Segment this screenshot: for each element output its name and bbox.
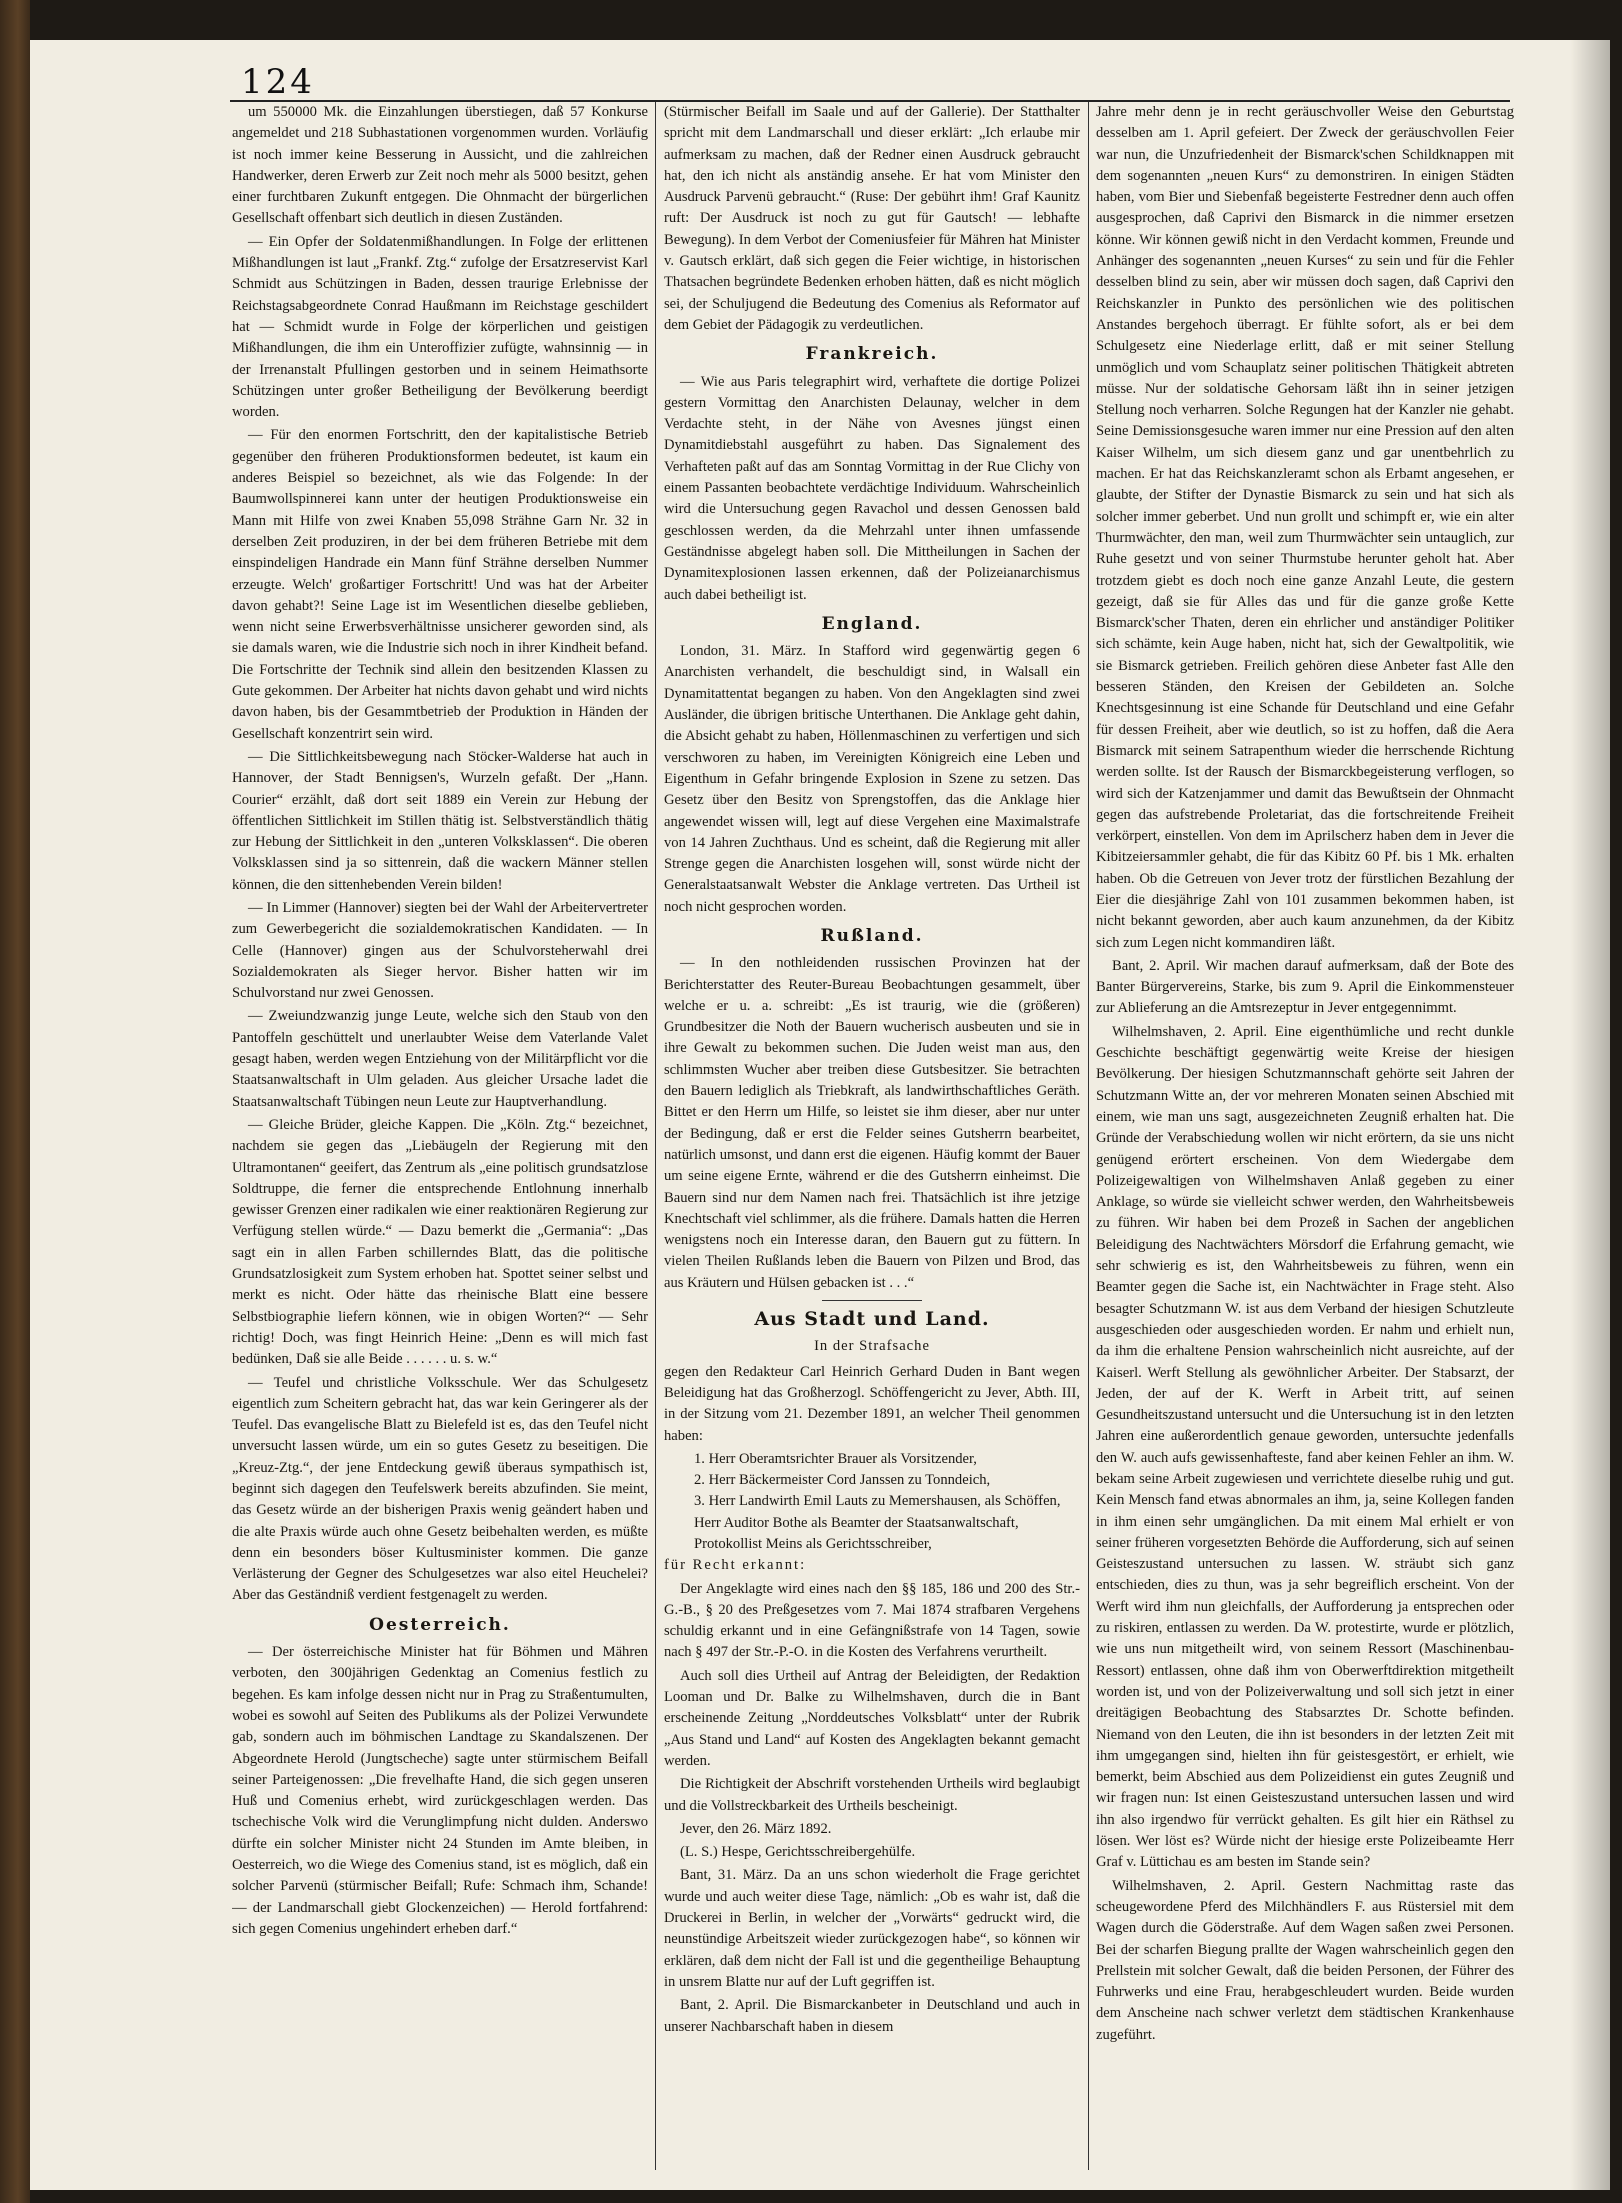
article-paragraph: Jahre mehr denn je in recht geräuschvoller Weise den Geburtstag desselben am 1. April gefeiert. Der Zweck der geräuschvollen Feier war nun, die Unzufriedenheit der Bismarck'schen Schildknappen mit dem sogenannten „neuen Kurs“ zu demonstriren. In einigen Städten haben, vom Bier und Siebenfaß begeisterte Festredner denn auch offen ausgesprochen, daß Caprivi den Bismarck in die nimmer ersetzen könne. Wir können gewiß nicht in den Verdacht kommen, Freunde und Anhänger des sogenannten „neuen Kurses“ zu sein und für die Fehler desselben blind zu sein, aber wir müssen doch sagen, daß Caprivi den Reichskanzler in Punkto des persönlichen wie des politischen Anstandes bergehoch überragt. Er fühlte sofort, als er bei dem Schulgesetz eine Niederlage erlitt, daß er mit seiner Stellung unmöglich und vom Schauplatz seiner politischen Thätigkeit abtreten müsse. Nur der soldatische Gehorsam läßt ihn in seiner jetzigen Stellung noch verharren. Solche Regungen hat der Kanzler nie gehabt. Seine Demissionsgesuche waren immer nur eine Pression auf den alten Kaiser Wilhelm, um sich diesem ganz und gar unentbehrlich zu machen. Er hat das Reichskanzleramt schon als Erbamt angesehen, er glaubte, der Stifter der Dynastie Bismarck zu sein und hat sich als solcher immer geberbet. Und nun grollt und schimpft er, wie ein alter Thurmwächter, den man, weil zum Thurmwächter sein untauglich, zur Ruhe gesetzt und von seiner Thurmstube herunter geholt hat. Aber trotzdem giebt es doch noch eine ganze Anzahl Leute, die gestern gezeigt, daß sie für Alles das und für die ganze große Kette Bismarck'scher Thaten, deren ein ehrlicher und anständiger Politiker sich schämte, kein Auge haben, nicht hat, sich der Gewaltpolitik, wie sie Bismarck getrieben. Freilich gehören diese Anbeter fast Alle den besseren Ständen, den Kreisen der Gebildeten an. Solche Knechtsgesinnung ist eine Schande für Deutschland und eine Gefahr für dessen Freiheit, aber wie deutlich, so ist zu hoffen, daß die Aera Bismarck mit seinem Satrapenthum wieder die herrschende Richtung werden sollte. Ist der Rausch der Bismarckbegeisterung verflogen, so wird sich der Katzenjammer und damit das Bewußtsein der Ohnmacht gegen das aufstrebende Proletariat, das die fortschreitende Freiheit verkörpert, einstellen. Von dem im Aprilscherz haben dem in Jever die Kibitzeiersammler gehabt, die für das Kibitz 60 Pf. bis 1 Mk. erhalten haben. Ob die Getreuen von Jever trotz der fürstlichen Bezahlung der Eier die diesjährige Zahl von 101 zusammen bekommen haben, ist nicht bekannt geworden, aber auch kaum anzunehmen, da der Kibitz sich zum Legen nicht kommandiren läßt. [1096,104,1514,951]
column-left-austria-articles [232,1642,648,1940]
article-paragraph: Jever, den 26. März 1892. [680,1820,832,1837]
book-binding [0,0,30,2203]
article-paragraph: — Ein Opfer der Soldatenmißhandlungen. In Folge der erlittenen Mißhandlungen ist laut „Frankf. Ztg.“ zufolge der Ersatzreservist Karl Schmidt aus Schützingen in Baden, dessen traurige Erlebnisse der Reichstagsabgeordnete Conrad Haußmann im Reichstage geschildert hat — Schmidt wurde in Folge der körperlichen und geistigen Mißhandlungen, die ihm ein Unteroffizier zufügte, wahnsinnig — in der Irrenanstalt Pfullingen gestorben und in seinem Heimathsorte Schützingen unter großer Betheiligung der Bevölkerung beerdigt worden. [232,233,648,421]
article-paragraph: Bant, 2. April. Wir machen darauf aufmerksam, daß der Bote des Banter Bürgervereins, Starke, bis zum 9. April die Einkommensteuer zur Ablieferung an die Amtsrezeptur in Jever entgegennimmt. [1096,957,1514,1017]
article-paragraph: Bant, 2. April. Die Bismarckanbeter in Deutschland und auch in unserer Nachbarschaft haben in diesem [664,1997,1080,2035]
article-paragraph: — In den nothleidenden russischen Provinzen hat der Berichterstatter des Reuter-Bureau Beobachtungen gesammelt, über welche er u. a. schreibt: „Es ist traurig, wie die (größeren) Grundbesitzer die Noth der Bauern wucherisch ausbeuten und sie in ihre Gewalt zu bekommen suchen. Die Juden weist man aus, den schlimmsten Wucher aber treiben diese Gutsbesitzer. Sie betrachten den Bauern lediglich als Triebkraft, als landwirthschaftliches Geräth. Bittet er den Herrn um Hilfe, so leistet sie ihm dieser, aber nur unter der Bedingung, daß er erst die Felder seines Gutsherrn bearbeitet, natürlich umsonst, und dann erst die eigenen. Häufig kommt der Bauer um seine eigene Ernte, während er die des Gutsherrn einheimst. Die Bauern sind nur dem Namen nach frei. Thatsächlich ist ihre jetzige Knechtschaft viel schlimmer, als die frühere. Damals hatten die Herren wenigstens noch ein Interesse daran, den Bauern gut zu füttern. In vielen Theilen Rußlands leben die Bauern von Pilzen und Brod, das aus Kräutern und Hülsen gebacken ist . . .“ [664,955,1080,1291]
article-paragraph: — Für den enormen Fortschritt, den der kapitalistische Betrieb gegenüber den früheren Produktionsformen bedeutet, ist kaum ein anderes Beispiel so bezeichnet, als wie das Folgende: In der Baumwollspinnerei kann unter der heutigen Produktionsweise ein Mann mit Hilfe von zwei Knaben 55,098 Strähne Garn Nr. 32 in derselben Zeit produziren, in der bei dem früheren Betriebe mit dem einspindeligen Handrade ein Mann fünf Strähne derselben Nummer erzeugte. Welch' großartiger Fortschritt! Und was hat der Arbeiter davon gehabt?! Seine Lage ist im Wesentlichen dieselbe geblieben, wenn nicht seine Erwerbsverhältnisse unsicherer geworden sind, als sie damals waren, wie die Industrie sich noch in ihrer Kindheit befand. Die Fortschritte der Technik sind allein den besitzenden Klassen zu Gute gekommen. Der Arbeiter hat nichts davon gehabt und wird nichts davon haben, bis der Gesammtbetrieb der Produktion in Händen der Gesellschaft konzentrirt sein wird. [232,427,648,742]
column-rule [655,102,656,2170]
section-heading-england: England. [821,613,923,634]
section-heading-russia: Rußland. [820,925,924,946]
article-paragraph: Wilhelmshaven, 2. April. Gestern Nachmittag raste das scheugewordene Pferd des Milchhändlers F. aus Rüstersiel mit dem Wagen durch die Göderstraße. Auf dem Wagen saßen zwei Personen. Bei der scharfen Biegung prallte der Wagen wahrscheinlich gegen den Prellstein mit solcher Gewalt, daß die beiden Personen, der Führer des Fuhrwerks und eine Frau, herabgeschleudert wurden. Beide wurden dem Anscheine nach schwer verletzt dem städtischen Krankenhause zugeführt. [1096,1877,1514,2043]
court-member-item: 1. Herr Oberamtsrichter Brauer als Vorsitzender, [694,1450,977,1467]
article-paragraph: Der Angeklagte wird eines nach den §§ 185, 186 und 200 des Str.-G.-B., § 20 des Preßgesetzes vom 7. Mai 1874 strafbaren Vergehens schuldig erkannt und in eine Gefängnißstrafe von 14 Tagen, sowie nach § 497 der Str.-P.-O. in die Kosten des Verfahrens verurtheilt. [664,1580,1080,1661]
article-paragraph: — Der österreichische Minister hat für Böhmen und Mähren verboten, den 300jährigen Gedenktag an Comenius festlich zu begehen. Es kam infolge dessen nicht nur in Prag zu Straßentumulten, wobei es sowohl auf Seiten des Publikums als der Polizei Verwundete gab, sondern auch im böhmischen Landtage zu Skandalszenen. Der Abgeordnete Herold (Jungtscheche) sagte unter stürmischem Beifall seiner Parteigenossen: „Die frevelhafte Hand, die sich gegen unseren Huß und Comenius erhebt, wird zurückgeschlagen werden. Das tschechische Volk wird die Verunglimpfung nicht dulden. Anderswo dürfte ein solcher Minister nicht 24 Stunden im Amte bleiben, in Oesterreich, wo die Wiege des Comenius stand, ist es möglich, daß ein solcher Parvenü (stürmischer Beifall; Rufe: Schmach ihm, Schande! — der Landmarschall giebt Glockenzeichen) — Herold fortfahrend: sich gegen Comenius ungehindert erheben darf.“ [232,1644,648,1937]
column-middle-continuation [664,102,1080,336]
section-divider [822,1300,922,1301]
column-right [1096,102,1514,2170]
russia-articles [664,953,1080,1294]
article-paragraph: (Stürmischer Beifall im Saale und auf der Gallerie). Der Statthalter spricht mit dem Landmarschall und dieser erklärt: „Ich erlaube mir aufmerksam zu machen, daß der Redner einen Ausdruck gebraucht hat, den ich nicht als anständig ansehe. Er hat vom Minister den Ausdruck Parvenü gebraucht.“ (Ruse: Der gebührt ihm! Graf Kaunitz ruft: Der Ausdruck ist noch zu gut für Gautsch! — lebhafte Bewegung). In dem Verbot der Comeniusfeier für Mähren hat Minister v. Gautsch erklärt, daß sich gegen die Feier wichtige, in historischen Thatsachen begründete Bedenken erhoben hätten, daß es nicht möglich sei, der Schuljugend die Bedeutung des Comenius als Reformator auf dem Gebiet der Pädagogik zu verdeutlichen. [664,104,1080,333]
section-heading-local: Aus Stadt und Land. [754,1308,990,1331]
court-member-item: Herr Auditor Bothe als Beamter der Staatsanwaltschaft, [694,1514,1019,1531]
article-paragraph: Auch soll dies Urtheil auf Antrag der Beleidigten, der Redaktion Looman und Dr. Balke zu Wilhelmshaven, durch die in Bant erscheinende Zeitung „Norddeutsches Volksblatt“ unter der Rubrik „Aus Stand und Land“ auf Kosten des Angeklagten bekannt gemacht werden. [664,1667,1080,1769]
legal-notice-subtitle: In der Strafsache [814,1338,930,1355]
article-paragraph: — In Limmer (Hannover) siegten bei der Wahl der Arbeitervertreter zum Gewerbegericht die sozialdemokratischen Kandidaten. — In Celle (Hannover) gingen aus der Schulvorsteherwahl drei Sozialdemokraten als Sieger hervor. Bisher hatten wir im Schulvorstand nur zwei Genossen. [232,899,648,1002]
article-paragraph: Wilhelmshaven, 2. April. Eine eigenthümliche und recht dunkle Geschichte beschäftigt gegenwärtig weite Kreise der hiesigen Bevölkerung. Der hiesigen Schutzmannschaft gehörte seit Jahren der Schutzmann Witte an, der vor mehreren Monaten seinen Abschied mit einem, wie man uns sagt, ausgezeichneten Zeugniß erhalten hat. Die Gründe der Verabschiedung wollen wir nicht erörtern, da sie uns nicht genügend erörtert erscheinen. Von dem Wiedergabe dem Polizeigewaltigen von Wilhelmshaven Anlaß gegeben zu einer Anklage, so würde sie vielleicht schwer werden, den Wahrheitsbeweis zu führen. Wir haben bei dem Prozeß in Sachen der angeblichen Beleidigung des Nachtwächters Mörsdorf die Erfahrung gemacht, wie sehr schwierig es ist, den Wahrheitsbeweis zu führen, wenn ein Beamter gegen die Sache ist, ein Nachtwächter in Frage steht. Also besagter Schutzmann W. ist aus dem Verband der hiesigen Schutzleute ausgeschieden oder ausgeschieden worden. Er nahm und erhielt nun, da ihm die erhaltene Pension wahrscheinlich nicht ausreichte, auf der Kaiserl. Werft Stellung als gewöhnlicher Arbeiter. Der Stabsarzt, der Jeden, der auf der K. Werft in Arbeit tritt, auf seinen Gesundheitszustand untersucht und die Untersuchung ist in den letzten Jahren eine außerordentlich genaue geworden, untersuchte jedenfalls den W. auch aufs gewissenhafteste, fand aber keinen Fehler an ihm. W. bekam seine Arbeit zugewiesen und verrichtete dieselbe ruhig und gut. Kein Mensch fand etwas abnormales an ihm, ja, seine Kollegen fanden in ihm einen sehr umgänglichen. Da mit einem Mal erhielt er von seiner früheren vorgesetzten Behörde die Aufforderung, sich auf seinen Geisteszustand untersuchen zu lassen. W. sträubt sich ganz entschieden, dies zu thun, was ja sehr begreiflich erscheint. Von der Werft wird ihm nun gleichfalls, der Aufforderung ja entsprechen oder zu riskiren, entlassen zu werden. Da W. protestirte, wurde er plötzlich, wie uns nun mitgetheilt wird, von seinem Ressort (Maschinenbau-Ressort) entlassen, ohne daß ihm von Oberwerftdirektion mitgetheilt worden ist, und von der Polizeiverwaltung und soll sich jetzt in einer dreitägigen Beobachtung des Stabsarztes Dr. Schotte befinden. Niemand von den Leuten, die ihn ist besonders in der letzten Zeit mit ihm umgegangen sind, hielten ihn für geistesgestört, er erhielt, wie bemerkt, beim Abschied aus dem Polizeidienst ein gutes Zeugniß und wir fragen nun: Ist einen Geisteszustand untersuchen lassen und wird ihn also irgendwo für verrückt gehalten. Es gilt hier ein Räthsel zu lösen. Wer löst es? Würde nicht der hiesige erste Polizeibeamte Herr Graf v. Lüttichau es am besten im Stande sein? [1096,1023,1514,1871]
article-paragraph: — Gleiche Brüder, gleiche Kappen. Die „Köln. Ztg.“ bezeichnet, nachdem sie gegen das „Liebäugeln der Regierung mit den Ultramontanen“ geeifert, das Zentrum als „eine politisch grundsatzlose Soldtruppe, die ferner die entsprechende Entlohnung innerhalb gewisser Grenzen einer radikalen wie einer reaktionären Regierung zur Verfügung stellen würde.“ — Dazu bemerkt die „Germania“: „Das sagt ein in allen Farben schillerndes Blatt, das die politische Grundsatzlosigkeit zum System erhoben hat. Spottet seiner selbst und merkt es nicht. Oder hätte das rheinische Blatt eine bessere Selbstbiographie liefern können, wie in obigen Worten?“ — Sehr richtig! Doch, was fingt Heinrich Heine: „Denn es will mich fast bedünken, Daß sie alle Beide . . . . . . u. s. w.“ [232,1116,648,1368]
page-number: 124 [241,62,315,102]
verdict-text [664,1579,1080,2038]
court-member-item: Protokollist Meins als Gerichtsschreiber, [694,1536,932,1552]
article-paragraph: — Die Sittlichkeitsbewegung nach Stöcker-Walderse hat auch in Hannover, der Stadt Bennigsen's, Wurzeln gefaßt. Der „Hann. Courier“ erzählt, daß dort seit 1889 ein Verein zur Hebung der öffentlichen Sittlichkeit im Stillen thätig ist. Selbstverständlich thätig zur Hebung der Sittlichkeit in den „unteren Volksklassen“. Die oberen Volksklassen sind ja so sittenrein, daß die wackern Männer stellen können, die den sittenhebenden Verein bilden! [232,748,648,893]
article-paragraph: London, 31. März. In Stafford wird gegenwärtig gegen 6 Anarchisten verhandelt, die beschuldigt sind, in Walsall ein Dynamitattentat begangen zu haben. Von den Angeklagten sind zwei Ausländer, die übrigen britische Unterthanen. Die Anklage geht dahin, die Absicht gehabt zu haben, Höllenmaschinen zu verfertigen und sich verschworen zu haben, im Vereinigten Königreich eine Leben und Eigenthum in Gefahr bringende Explosion in Szene zu setzen. Das Gesetz über den Besitz von Sprengstoffen, das die Anklage hier angewendet wissen will, legt auf diese Vergehen eine Maximalstrafe von 14 Jahren Zuchthaus. Und es scheint, daß die Regierung mit aller Strenge gegen die Anarchisten losgehen will, sonst würde nicht der Generalstaatsanwalt Webster die Anklage vertreten. Das Urtheil ist noch nicht gesprochen worden. [664,643,1080,915]
england-articles [664,641,1080,918]
column-left-articles [232,102,648,1607]
article-paragraph: (L. S.) Hespe, Gerichtsschreibergehülfe. [680,1844,916,1861]
column-rule [1088,102,1089,2170]
court-member-item: 2. Herr Bäckermeister Cord Janssen zu Tonndeich, [694,1472,991,1489]
article-paragraph: Die Richtigkeit der Abschrift vorstehenden Urtheils wird beglaubigt und die Vollstreckbarkeit des Urtheils bescheinigt. [664,1776,1080,1814]
article-paragraph: Bant, 31. März. Da an uns schon wiederholt die Frage gerichtet wurde und auch weiter diese Tage, nämlich: „Ob es wahr ist, daß die Druckerei in Berlin, in welcher der „Vorwärts“ gedruckt wird, die neunstündige Arbeitszeit wieder zurückgezogen habe“, so können wir erklären, daß dem nicht der Fall ist und die gegentheilige Behauptung in unsrem Blatte nur auf der Luft gegriffen ist. [664,1867,1080,1990]
legal-notice-intro: gegen den Redakteur Carl Heinrich Gerhard Duden in Bant wegen Beleidigung hat das Großherzogl. Schöffengericht zu Jever, Abth. III, in der Sitzung vom 21. Dezember 1891, an welcher Theil genommen haben: [664,1363,1080,1444]
section-heading-austria: Oesterreich. [369,1614,511,1635]
france-articles [664,372,1080,606]
article-paragraph: um 550000 Mk. die Einzahlungen überstiegen, daß 57 Konkurse angemeldet und 218 Subhastationen vorgenommen wurden. Vorläufig ist noch immer keine Besserung in Aussicht, und die zahlreichen Handwerker, deren Erwerb zur Zeit noch mehr als 5000 besitzt, gehen einer furchtbaren Zukunft entgegen. Die Ohnmacht der bürgerlichen Gesellschaft offenbart sich deutlich in diesen Zuständen. [232,104,648,227]
verdict-label: für Recht erkannt: [664,1557,807,1574]
page-edge-shadow [1570,40,1610,2190]
article-paragraph: — Wie aus Paris telegraphirt wird, verhaftete die dortige Polizei gestern Vormittag den Anarchisten Delaunay, welcher in dem Verdachte steht, in der Nähe von Avesnes jüngst einen Dynamitdiebstahl ausgeführt zu haben. Das Signalement des Verhafteten paßt auf das am Sonntag Vormittag in der Rue Clichy von einem Passanten beobachtete verdächtige Individuum. Wahrscheinlich wird die Untersuchung gegen Ravachol und dessen Genossen bald geschlossen werden, da die Mehrzahl unter ihnen umfassende Geständnisse abgelegt haben soll. Die Mittheilungen in Sachen der Dynamitexplosionen lassen erkennen, daß der Polizeianarchismus auch dabei betheiligt ist. [664,373,1080,603]
newspaper-page [30,40,1610,2190]
column-middle [664,102,1080,2170]
court-members-list [694,1449,1080,1555]
article-paragraph: — Zweiundzwanzig junge Leute, welche sich den Staub von den Pantoffeln geschüttelt und unerlaubter Weise dem Vaterlande Valet gesagt haben, werden wegen Entziehung von der Militärpflicht vor die Staatsanwaltschaft in Ulm geladen. Aus gleicher Ursache ladet die Staatsanwaltschaft Tübingen neun Leute zur Hauptverhandlung. [232,1008,648,1110]
article-paragraph: — Teufel und christliche Volksschule. Wer das Schulgesetz eigentlich zum Scheitern gebracht hat, das war kein Geringerer als der Teufel. Das evangelische Blatt zu Bielefeld ist es, das den Teufel nicht unversucht lassen würde, um ein so gutes Gesetz zu beseitigen. Die „Kreuz-Ztg.“, der jene Entdeckung gewiß überaus sympathisch ist, beginnt sich dagegen den Teufelswerk bereits abzufinden. Sie meint, das Gesetz würde an der bisherigen Praxis wenig geändert haben und die alte Praxis würde auch ohne Gesetz beibehalten werden, es müßte denn ein besonders böser Kultusminister kommen. Die ganze Verlästerung der Gegner des Schulgesetzes war also eitel Heuchelei? Aber das Geständniß verdient festgenagelt zu werden. [232,1374,648,1604]
column-left [232,102,648,2170]
court-member-item: 3. Herr Landwirth Emil Lauts zu Memershausen, als Schöffen, [694,1493,1061,1510]
section-heading-france: Frankreich. [805,344,939,365]
